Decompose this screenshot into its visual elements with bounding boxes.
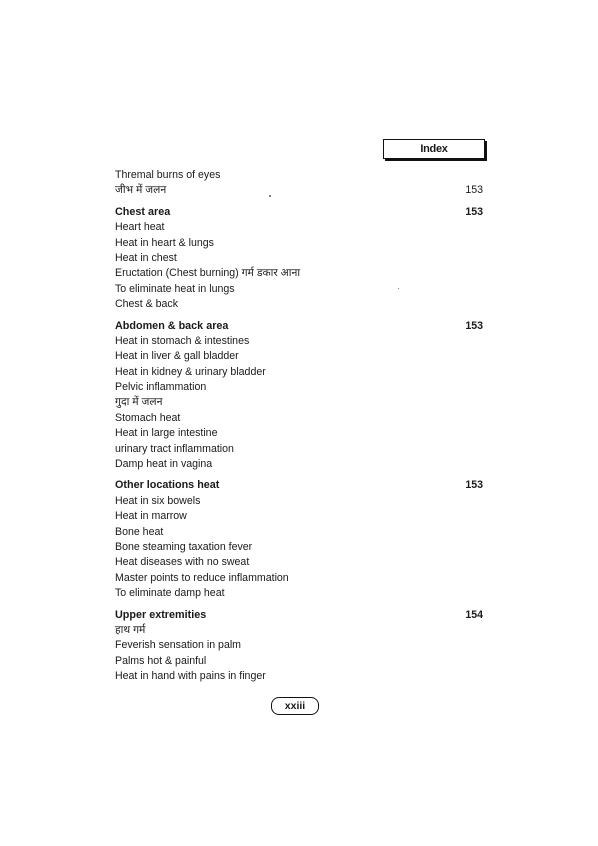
entry-text: Palms hot & painful — [115, 654, 207, 667]
index-section-heading — [115, 205, 485, 220]
entry-text: urinary tract inflammation — [115, 442, 234, 455]
entry-text: गुदा में जलन — [115, 396, 163, 409]
index-entry — [115, 395, 485, 410]
index-entry — [115, 365, 485, 380]
entry-text: To eliminate damp heat — [115, 587, 225, 600]
index-entry — [115, 426, 485, 441]
entry-text: जीभ में जलन — [115, 184, 167, 197]
index-entry — [115, 183, 485, 198]
index-header-box: Index — [383, 139, 485, 159]
entry-page-number: 154 — [465, 608, 483, 621]
entry-text: Heat in stomach & intestines — [115, 334, 250, 347]
entry-text: Pelvic inflammation — [115, 381, 207, 394]
index-entry — [115, 297, 485, 312]
index-entry — [115, 586, 485, 601]
entry-text: Heat in heart & lungs — [115, 236, 214, 249]
entry-text: Heat in marrow — [115, 510, 187, 523]
entry-text: Eructation (Chest burning) गर्म डकार आना — [115, 267, 301, 280]
index-list — [115, 168, 485, 685]
entry-text: Heat in chest — [115, 251, 177, 264]
index-section-heading — [115, 478, 485, 493]
index-entry — [115, 411, 485, 426]
entry-text: Damp heat in vagina — [115, 458, 213, 471]
index-entry — [115, 571, 485, 586]
entry-page-number: 153 — [465, 479, 483, 492]
entry-text: Thremal burns of eyes — [115, 169, 221, 181]
index-entry — [115, 540, 485, 555]
index-entry — [115, 525, 485, 540]
entry-text: Abdomen & back area — [115, 319, 229, 332]
entry-page-number: 153 — [465, 184, 483, 197]
index-entry — [115, 494, 485, 509]
index-entry — [115, 457, 485, 472]
entry-page-number: 153 — [465, 205, 483, 218]
index-entry — [115, 638, 485, 653]
index-entry — [115, 334, 485, 349]
entry-page-number: 153 — [465, 319, 483, 332]
entry-text: Chest area — [115, 205, 171, 218]
entry-text: हाथ गर्म — [115, 623, 146, 636]
index-entry — [115, 509, 485, 524]
scan-speck — [398, 288, 399, 289]
entry-text: Feverish sensation in palm — [115, 639, 242, 652]
index-entry — [115, 266, 485, 281]
entry-text: Heat in kidney & urinary bladder — [115, 365, 266, 378]
index-section-heading — [115, 319, 485, 334]
index-entry — [115, 654, 485, 669]
index-entry — [115, 236, 485, 251]
entry-text: Heat in liver & gall bladder — [115, 350, 239, 363]
index-entry — [115, 380, 485, 395]
scan-speck — [269, 195, 271, 197]
index-entry — [115, 220, 485, 235]
entry-text: Master points to reduce inflammation — [115, 571, 289, 584]
entry-text: Other locations heat — [115, 479, 220, 492]
entry-text: Bone heat — [115, 525, 164, 538]
entry-text: Heat in hand with pains in finger — [115, 670, 266, 683]
index-entry — [115, 282, 485, 297]
entry-text: Heart heat — [115, 221, 165, 234]
entry-text: Upper extremities — [115, 608, 207, 621]
entry-text: Heat in six bowels — [115, 494, 201, 507]
entry-text: Heat in large intestine — [115, 427, 218, 440]
page-number-badge: xxiii — [271, 697, 319, 715]
index-entry — [115, 349, 485, 364]
index-entry — [115, 168, 485, 183]
entry-text: Heat diseases with no sweat — [115, 556, 250, 569]
index-entry — [115, 442, 485, 457]
index-entry — [115, 623, 485, 638]
index-entry — [115, 669, 485, 684]
entry-text: Chest & back — [115, 298, 179, 311]
entry-text: Stomach heat — [115, 411, 181, 424]
index-entry — [115, 251, 485, 266]
entry-text: To eliminate heat in lungs — [115, 282, 235, 295]
entry-text: Bone steaming taxation fever — [115, 540, 253, 553]
index-entry — [115, 555, 485, 570]
index-section-heading — [115, 608, 485, 623]
